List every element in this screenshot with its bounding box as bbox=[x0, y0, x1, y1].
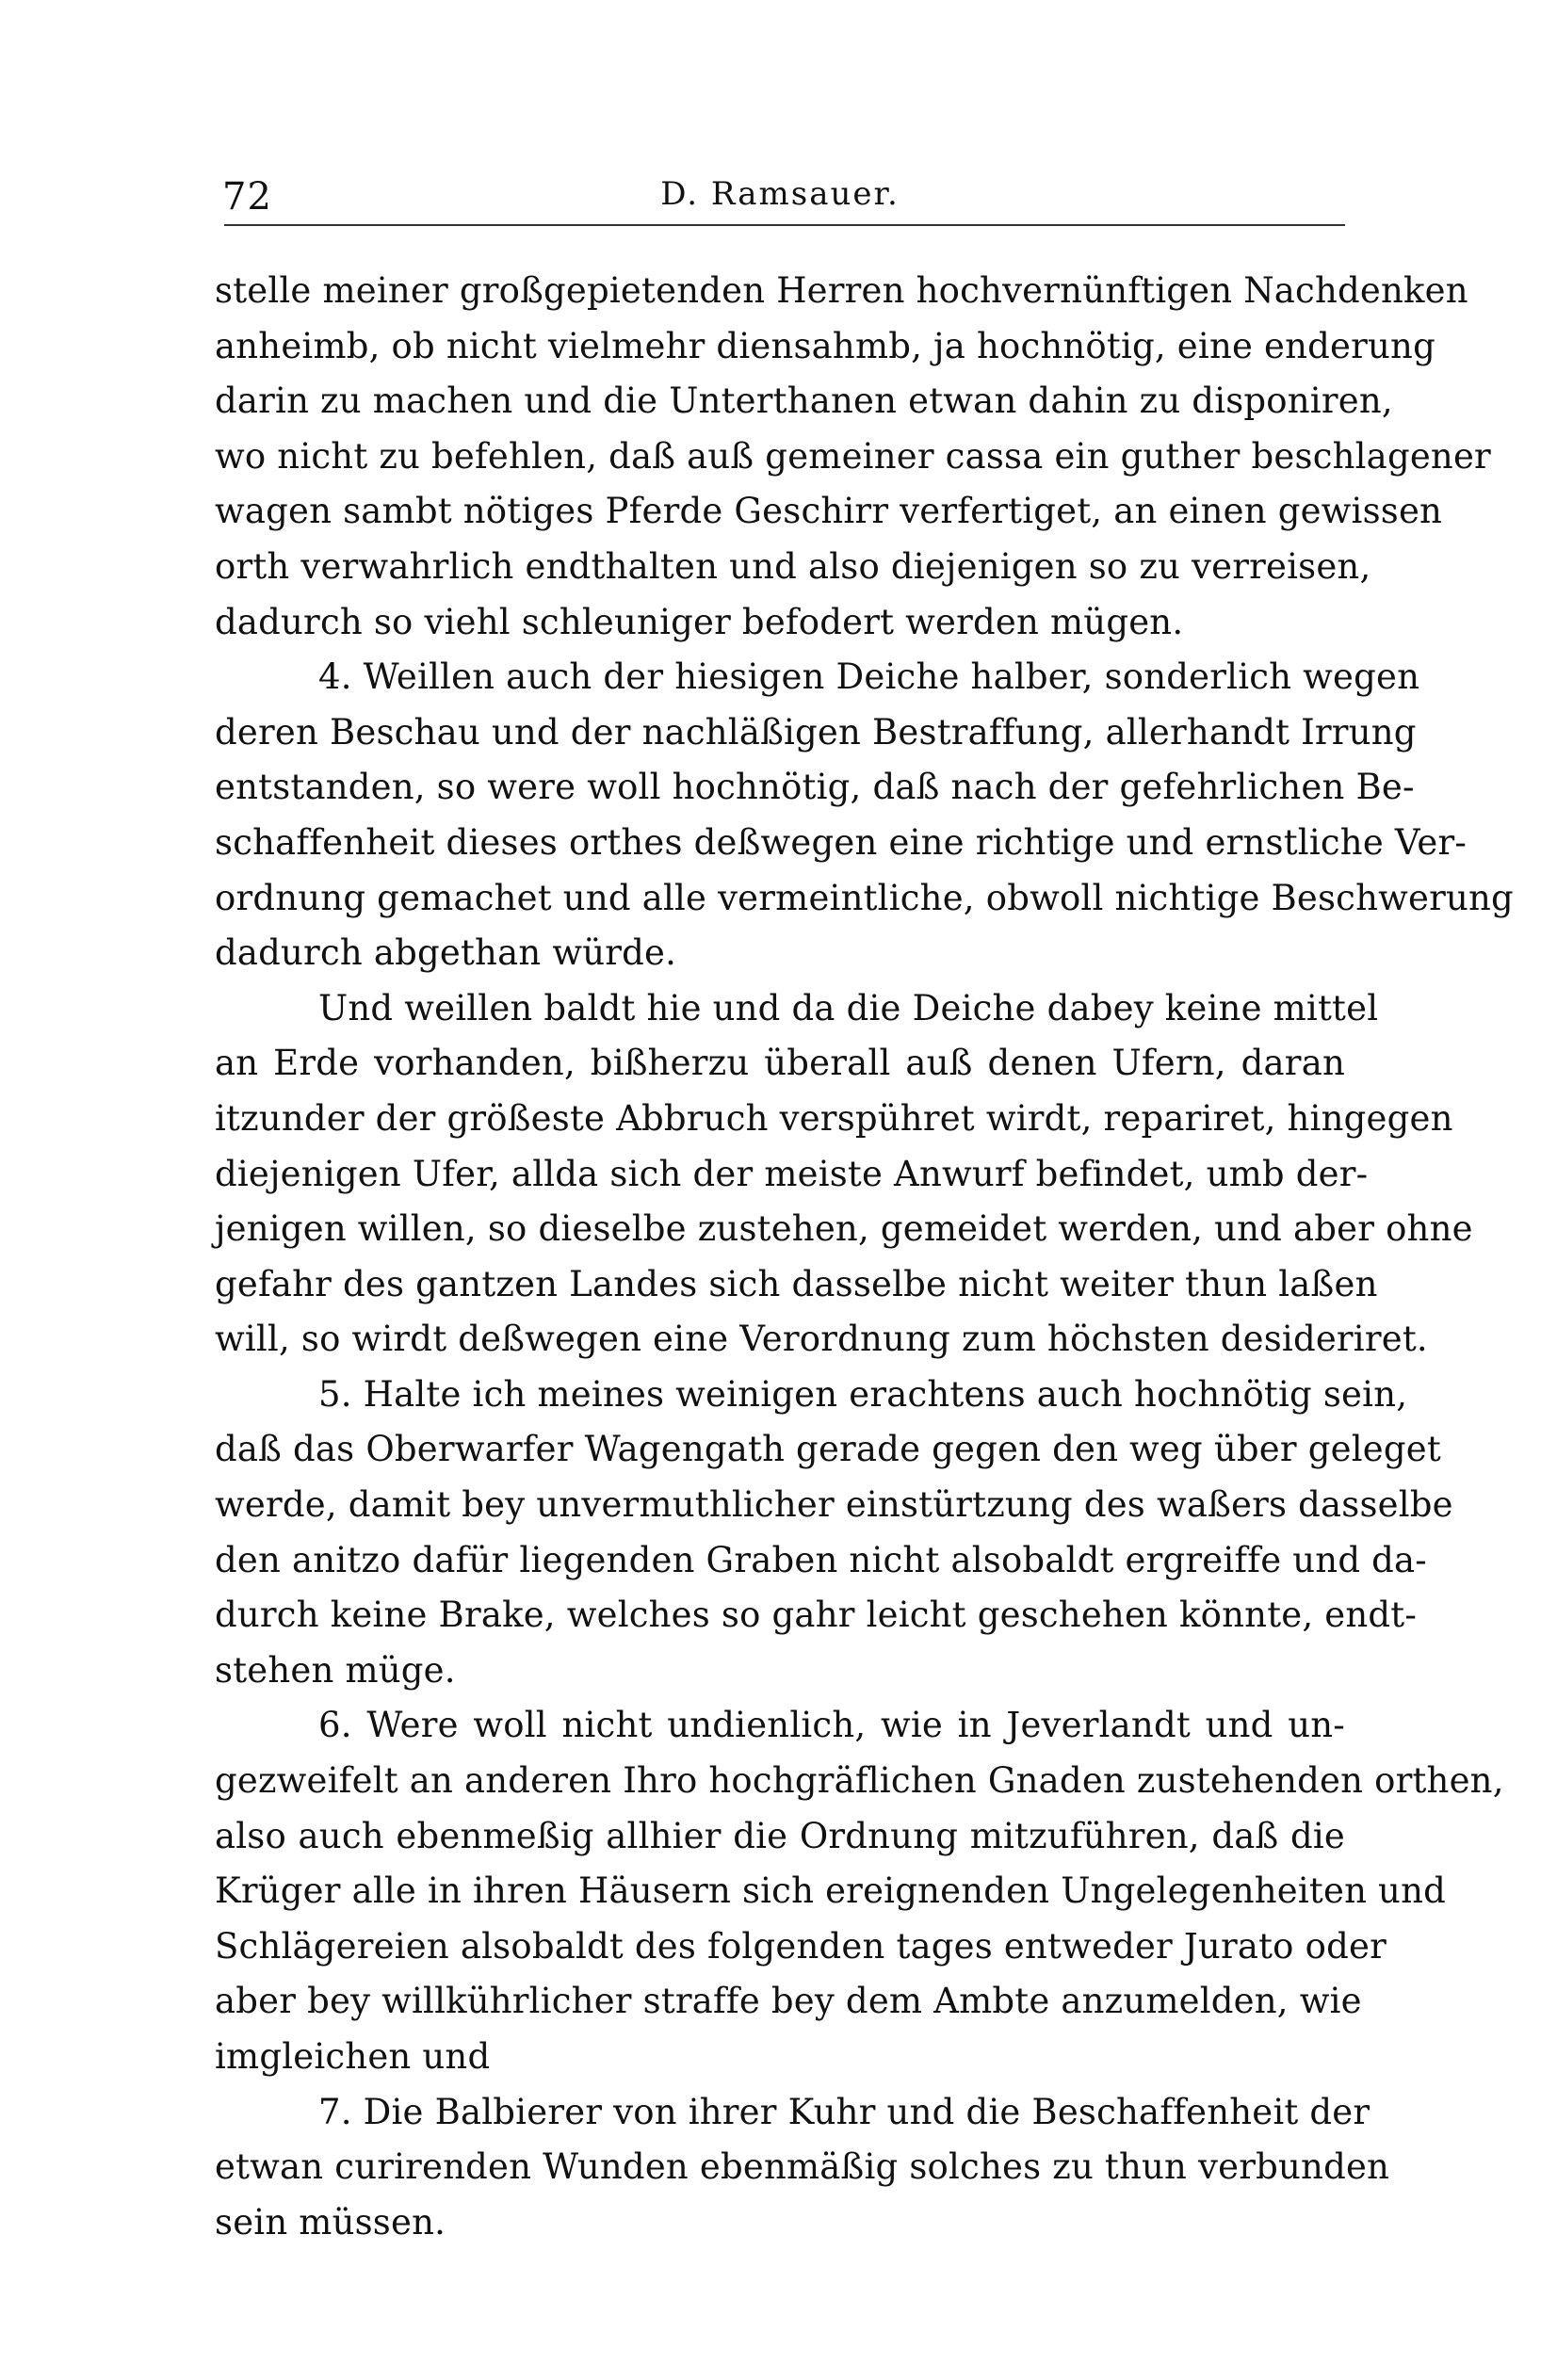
text-line: dadurch abgethan würde. bbox=[215, 932, 677, 974]
text-line: daß das Oberwarfer Wagengath gerade gegen den weg über geleget bbox=[215, 1429, 1441, 1470]
text-line: schaffenheit dieses orthes deßwegen eine richtige und ernstliche Ver- bbox=[215, 821, 1468, 863]
text-line: also auch ebenmeßig allhier die Ordnung mitzuführen, daß die bbox=[215, 1815, 1345, 1856]
text-line: werde, damit bey unvermuthlicher einstürtzung des waßers dasselbe bbox=[215, 1484, 1453, 1526]
text-line: sein müssen. bbox=[215, 2201, 446, 2242]
text-line: ordnung gemachet und alle vermeintliche, obwoll nichtige Beschwerung bbox=[215, 877, 1514, 918]
running-title: D. Ramsauer. bbox=[660, 175, 900, 213]
text-line: itzunder der größeste Abbruch verspühret wirdt, repariret, hingegen bbox=[215, 1097, 1453, 1139]
page-number: 72 bbox=[222, 175, 272, 219]
text-line: 5. Halte ich meines weinigen erachtens auch hochnötig sein, bbox=[318, 1373, 1408, 1415]
text-line: diejenigen Ufer, allda sich der meiste Anwurf befindet, umb der- bbox=[215, 1153, 1369, 1194]
text-line: Schlägereien alsobaldt des folgenden tages entweder Jurato oder bbox=[215, 1925, 1387, 1967]
text-line: anheimb, ob nicht vielmehr diensahmb, ja hochnötig, eine enderung bbox=[215, 325, 1435, 366]
text-line: deren Beschau und der nachläßigen Bestraffung, allerhandt Irrung bbox=[215, 711, 1417, 753]
text-line: durch keine Brake, welches so gahr leicht geschehen könnte, endt- bbox=[215, 1595, 1418, 1636]
text-line: entstanden, so were woll hochnötig, daß nach der gefehrlichen Be- bbox=[215, 767, 1415, 808]
text-line: Krüger alle in ihren Häusern sich ereignenden Ungelegenheiten und bbox=[215, 1870, 1447, 1912]
text-line: Und weillen baldt hie und da die Deiche dabey keine mittel bbox=[318, 987, 1379, 1028]
header-rule bbox=[224, 224, 1345, 226]
text-line: will, so wirdt deßwegen eine Verordnung zum höchsten desideriret. bbox=[215, 1319, 1428, 1360]
text-line: aber bey willkührlicher straffe bey dem Ambte anzumelden, wie bbox=[215, 1981, 1362, 2022]
text-line: wagen sambt nötiges Pferde Geschirr verfertiget, an einen gewissen bbox=[215, 491, 1443, 532]
text-line: stelle meiner großgepietenden Herren hochvernünftigen Nachdenken bbox=[215, 270, 1468, 311]
text-line: jenigen willen, so dieselbe zustehen, gemeidet werden, und aber ohne bbox=[215, 1208, 1473, 1250]
text-line: dadurch so viehl schleuniger befodert werden mügen. bbox=[215, 601, 1184, 642]
text-line: imgleichen und bbox=[215, 2036, 491, 2077]
text-line: wo nicht zu befehlen, daß auß gemeiner cassa ein guther beschlagener bbox=[215, 435, 1491, 477]
text-line: an Erde vorhanden, bißherzu überall auß denen Ufern, daran bbox=[215, 1043, 1345, 1084]
text-line: stehen müge. bbox=[215, 1649, 456, 1691]
text-line: darin zu machen und die Unterthanen etwan dahin zu disponiren, bbox=[215, 380, 1393, 422]
text-line: den anitzo dafür liegenden Graben nicht alsobaldt ergreiffe und da- bbox=[215, 1539, 1428, 1580]
text-line: orth verwahrlich endthalten und also diejenigen so zu verreisen, bbox=[215, 545, 1371, 587]
text-line: gefahr des gantzen Landes sich dasselbe nicht weiter thun laßen bbox=[215, 1263, 1378, 1304]
text-line: etwan curirenden Wunden ebenmäßig solches zu thun verbunden bbox=[215, 2146, 1390, 2188]
text-line: gezweifelt an anderen Ihro hochgräflichen Gnaden zustehenden orthen, bbox=[215, 1760, 1504, 1802]
running-head bbox=[215, 168, 1345, 224]
text-line: 6. Were woll nicht undienlich, wie in Jeverlandt und un- bbox=[318, 1705, 1345, 1746]
text-line: 7. Die Balbierer von ihrer Kuhr und die Beschaffenheit der bbox=[318, 2091, 1370, 2132]
text-line: 4. Weillen auch der hiesigen Deiche halber, sonderlich wegen bbox=[318, 656, 1420, 698]
body-text bbox=[215, 264, 1514, 2250]
